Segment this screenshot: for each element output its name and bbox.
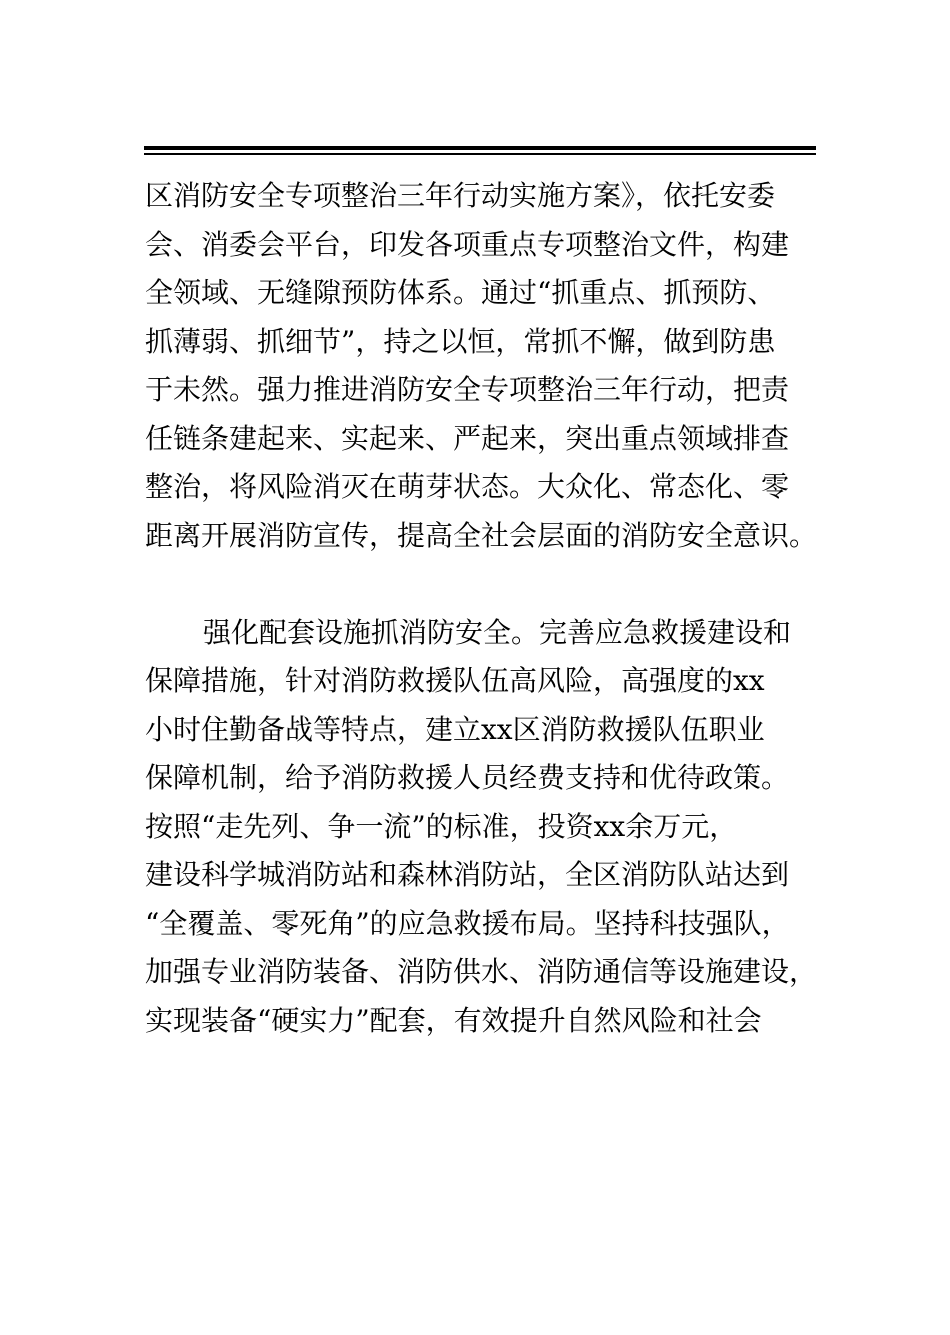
paragraph-1: [145, 172, 835, 560]
paragraph-2: [145, 609, 835, 1046]
text-line: 按照“走先列、争一流”的标准，投资xx余万元，: [145, 809, 738, 843]
text-line: 距离开展消防宣传，提高全社会层面的消防安全意识。: [145, 518, 818, 552]
text-line: 任链条建起来、实起来、严起来，突出重点领域排查: [145, 421, 790, 455]
text-line: 实现装备“硬实力”配套，有效提升自然风险和社会: [145, 1003, 762, 1037]
text-line: 保障机制，给予消防救援人员经费支持和优待政策。: [145, 761, 790, 794]
text-line: 保障措施，针对消防救援队伍高风险，高强度的xx: [145, 664, 765, 697]
header-rule-thick: [144, 146, 816, 150]
text-line-first: 强化配套设施抓消防安全。完善应急救援建设和: [203, 615, 792, 649]
text-line: 小时住勤备战等特点，建立xx区消防救援队伍职业: [145, 712, 765, 746]
text-line: 加强专业消防装备、消防供水、消防通信等设施建设，: [145, 955, 818, 988]
document-body: [145, 172, 835, 1045]
header-rule-thin: [144, 153, 816, 155]
text-line: 整治，将风险消灭在萌芽状态。大众化、常态化、零: [145, 470, 790, 503]
text-line: 建设科学城消防站和森林消防站，全区消防队站达到: [145, 858, 790, 891]
text-line: 于未然。强力推进消防安全专项整治三年行动，把责: [145, 373, 790, 406]
header-double-rule: [144, 146, 816, 156]
text-line: 区消防安全专项整治三年行动实施方案》，依托安委: [145, 179, 776, 212]
text-line: 会、消委会平台，印发各项重点专项整治文件，构建: [145, 227, 790, 261]
text-line: 全领域、无缝隙预防体系。通过“抓重点、抓预防、: [145, 276, 776, 309]
paragraph-spacer: [145, 560, 835, 609]
text-line: “全覆盖、零死角”的应急救援布局。坚持科技强队，: [145, 906, 790, 940]
text-line: 抓薄弱、抓细节”，持之以恒，常抓不懈，做到防患: [145, 324, 776, 358]
